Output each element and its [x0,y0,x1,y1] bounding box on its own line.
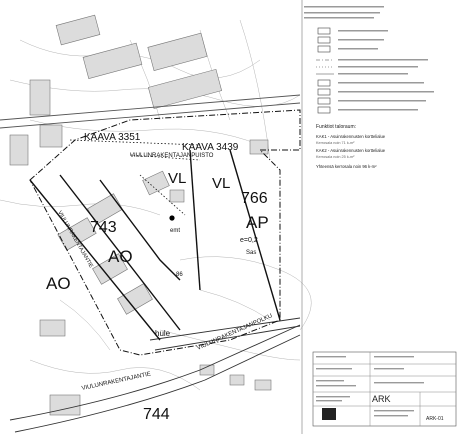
notes-kak1-sub: Kerrosala noin 71 k-m² [316,141,355,145]
zone-code: AO [46,274,71,293]
efficiency-label: e=0,2 [240,237,258,244]
sheet-number: ARK-01 [426,416,444,422]
notes-kak2: KAK2 - Asuinrakennusten korttelialue [316,148,386,153]
point-marker [169,215,174,220]
block-number: 744 [143,406,170,423]
notes-kak1: KAK1 - Asuinrakennusten korttelialue [316,134,386,139]
notes-block [316,124,386,169]
street-name: VIULUNRAKENTAJANPOLKU [196,313,274,352]
kaava-label: KAAVA 3351 [84,132,141,143]
street-name: VIULUNRAKENTAJANTIE [56,210,94,270]
logo [322,408,336,420]
gas-label: Sas [246,250,257,256]
block-number: 766 [241,190,268,207]
emt-label: emt [170,228,181,234]
zone-code: VL [212,175,231,192]
zone-code: AO [108,247,133,266]
drawing-code: ARK [372,394,391,404]
contour-label: 86 [176,272,183,278]
notes-total: Yhteensä kerrosala noin 96 k-m² [316,164,377,169]
kaava-label: KAAVA 3439 [182,142,239,153]
block-number: 743 [90,219,117,236]
zone-code: VL [168,170,187,187]
notes-kak2-sub: Kerrosala noin 25 k-m² [316,155,355,159]
title-block [313,352,456,426]
notes-title: Funktiot taloraum: [316,124,357,130]
legend-symbols [316,28,334,113]
street-name: VIULUNRAKENTAJANTIE [81,371,152,392]
hule-label: hule [155,329,171,338]
street-name: VIULUNRAKENTAJANPUISTO [130,153,214,159]
zone-code: AP [246,213,269,232]
